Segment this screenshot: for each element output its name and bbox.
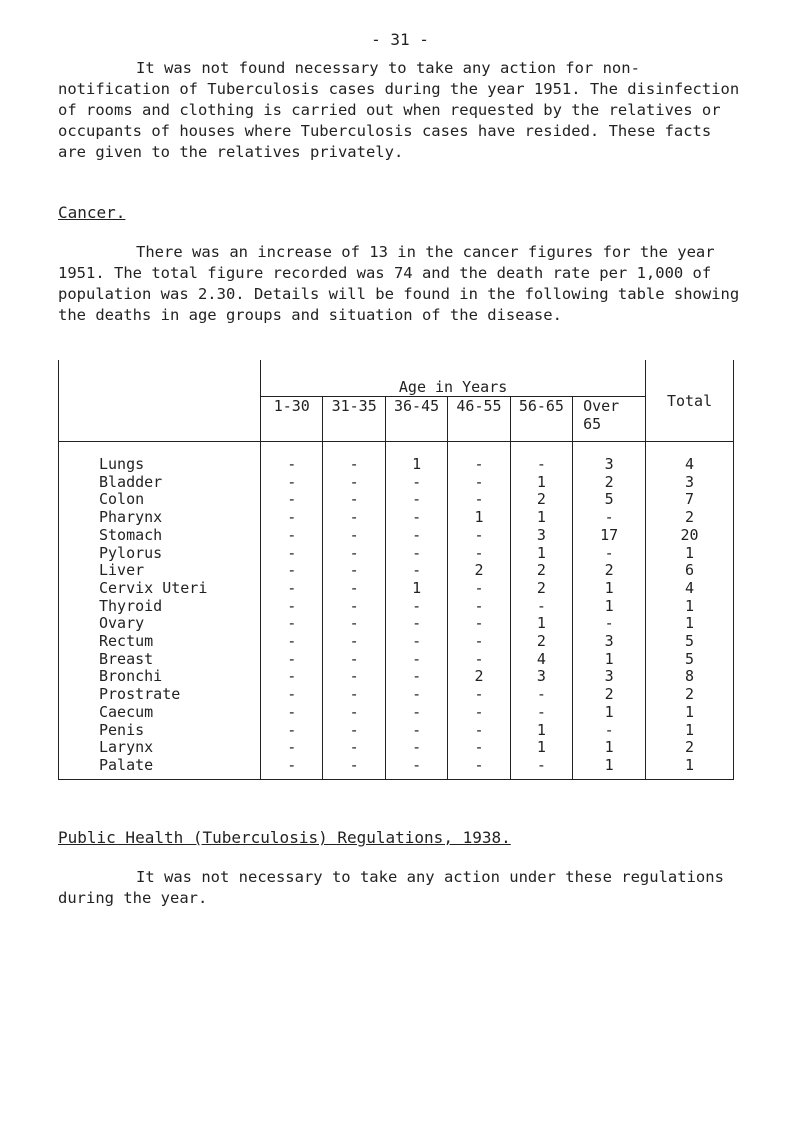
age-value-cell: 3 [510,668,572,686]
page-number: - 31 - [371,30,429,49]
table-row [59,722,734,740]
age-value-cell: - [323,527,385,545]
age-value-cell: - [261,633,323,651]
age-value-cell: - [573,615,646,633]
table-row [59,668,734,686]
table-row [59,491,734,509]
age-value-cell: - [323,704,385,722]
age-value-cell: 1 [510,739,572,757]
age-value-cell: 1 [573,598,646,616]
age-value-cell: - [323,442,385,474]
age-value-cell: - [385,562,447,580]
total-value-cell: 5 [646,651,734,669]
age-value-cell: 1 [573,739,646,757]
age-value-cell: - [510,598,572,616]
age-value-cell: 1 [448,509,510,527]
site-label: Pylorus [59,545,261,563]
age-value-cell: - [510,442,572,474]
age-value-cell: - [323,757,385,779]
age-value-cell: - [323,545,385,563]
age-value-cell: - [385,474,447,492]
age-value-cell: - [261,615,323,633]
total-header: Total [646,360,734,442]
table-row [59,474,734,492]
age-value-cell: - [323,615,385,633]
age-value-cell: - [323,580,385,598]
age-value-cell: - [261,651,323,669]
total-value-cell: 20 [646,527,734,545]
age-value-cell: 1 [385,580,447,598]
age-value-cell: 1 [573,580,646,598]
table-row [59,598,734,616]
age-group-header: 31-35 [323,397,385,442]
total-value-cell: 4 [646,580,734,598]
age-value-cell: - [448,615,510,633]
age-value-cell: 3 [510,527,572,545]
total-value-cell: 1 [646,757,734,779]
table-row [59,509,734,527]
age-value-cell: - [448,527,510,545]
total-value-cell: 1 [646,722,734,740]
table-row [59,739,734,757]
age-value-cell: - [261,527,323,545]
age-value-cell: - [261,757,323,779]
age-value-cell: 2 [448,562,510,580]
age-value-cell: - [385,686,447,704]
age-value-cell: - [261,474,323,492]
age-value-cell: - [385,509,447,527]
age-value-cell: 17 [573,527,646,545]
age-value-cell: - [385,757,447,779]
age-value-cell: - [385,491,447,509]
age-value-cell: - [448,580,510,598]
total-value-cell: 1 [646,598,734,616]
age-value-cell: 2 [573,474,646,492]
age-value-cell: - [261,686,323,704]
table-row [59,651,734,669]
site-label: Breast [59,651,261,669]
age-value-cell: - [261,580,323,598]
age-value-cell: - [323,739,385,757]
age-value-cell: 3 [573,668,646,686]
site-label: Palate [59,757,261,779]
age-value-cell: - [510,686,572,704]
age-value-cell: - [448,491,510,509]
age-value-cell: 3 [573,442,646,474]
total-value-cell: 2 [646,686,734,704]
site-label: Lungs [59,442,261,474]
age-in-years-header: Age in Years [261,360,646,397]
age-value-cell: - [385,598,447,616]
site-label: Prostrate [59,686,261,704]
cancer-deaths-table [58,360,734,780]
age-value-cell: 1 [510,722,572,740]
table-corner-cell [59,360,261,442]
table-row [59,757,734,779]
total-value-cell: 1 [646,545,734,563]
age-value-cell: - [385,527,447,545]
age-value-cell: - [448,474,510,492]
age-value-cell: - [448,633,510,651]
age-value-cell: - [385,651,447,669]
total-value-cell: 2 [646,739,734,757]
age-value-cell: - [323,651,385,669]
age-value-cell: - [448,704,510,722]
site-label: Pharynx [59,509,261,527]
site-label: Colon [59,491,261,509]
table-row [59,580,734,598]
age-value-cell: - [385,739,447,757]
age-value-cell: - [385,704,447,722]
age-value-cell: - [385,722,447,740]
age-value-cell: 2 [510,491,572,509]
age-value-cell: - [261,668,323,686]
table-row [59,442,734,474]
table-row [59,545,734,563]
age-value-cell: 4 [510,651,572,669]
age-value-cell: - [323,633,385,651]
site-label: Penis [59,722,261,740]
age-value-cell: - [323,686,385,704]
table-body [59,442,734,780]
age-value-cell: 2 [573,562,646,580]
age-value-cell: - [261,598,323,616]
site-label: Thyroid [59,598,261,616]
age-value-cell: - [573,722,646,740]
total-value-cell: 6 [646,562,734,580]
age-value-cell: - [261,562,323,580]
age-value-cell: 2 [510,580,572,598]
age-value-cell: - [261,491,323,509]
age-value-cell: - [261,442,323,474]
age-value-cell: 1 [573,757,646,779]
age-value-cell: - [448,739,510,757]
paragraph-regulations: It was not necessary to take any action under these regulations during the year. [58,868,724,907]
total-value-cell: 1 [646,704,734,722]
age-value-cell: - [510,757,572,779]
age-value-cell: 1 [573,651,646,669]
age-value-cell: 1 [510,545,572,563]
age-value-cell: - [385,615,447,633]
site-label: Cervix Uteri [59,580,261,598]
table-row [59,615,734,633]
age-value-cell: - [261,545,323,563]
age-value-cell: 1 [510,509,572,527]
age-value-cell: - [448,545,510,563]
age-value-cell: - [323,668,385,686]
age-value-cell: - [573,545,646,563]
age-value-cell: 2 [510,633,572,651]
paragraph-tuberculosis: It was not found necessary to take any action for non-notification of Tuberculosis cases during the year 1951. The disinfection of rooms and clothing is carried out when requested by the relatives or occupants of houses where Tuberculosis cases have resided. These facts are given to the relatives privately. [58,59,740,161]
site-label: Liver [59,562,261,580]
table-row [59,527,734,545]
site-label: Bladder [59,474,261,492]
age-value-cell: - [261,704,323,722]
site-label: Bronchi [59,668,261,686]
total-value-cell: 3 [646,474,734,492]
total-value-cell: 2 [646,509,734,527]
total-value-cell: 7 [646,491,734,509]
total-value-cell: 5 [646,633,734,651]
age-value-cell: 2 [573,686,646,704]
age-value-cell: 2 [448,668,510,686]
age-value-cell: - [261,509,323,527]
age-group-header: 36-45 [385,397,447,442]
site-label: Stomach [59,527,261,545]
age-value-cell: - [261,739,323,757]
table-row [59,704,734,722]
site-label: Rectum [59,633,261,651]
age-value-cell: - [385,633,447,651]
age-value-cell: 1 [510,474,572,492]
age-value-cell: - [448,442,510,474]
age-value-cell: - [510,704,572,722]
age-value-cell: - [448,598,510,616]
age-value-cell: - [448,722,510,740]
age-value-cell: - [385,668,447,686]
age-value-cell: 1 [573,704,646,722]
heading-regulations: Public Health (Tuberculosis) Regulations, 1938. [58,828,511,847]
age-group-header: 46-55 [448,397,510,442]
age-value-cell: - [573,509,646,527]
age-value-cell: - [448,686,510,704]
total-value-cell: 4 [646,442,734,474]
site-label: Larynx [59,739,261,757]
total-value-cell: 1 [646,615,734,633]
site-label: Caecum [59,704,261,722]
age-value-cell: 2 [510,562,572,580]
age-value-cell: - [323,509,385,527]
age-group-header: 56-65 [510,397,572,442]
age-value-cell: - [448,757,510,779]
table-row [59,633,734,651]
age-value-cell: - [448,651,510,669]
age-value-cell: - [323,562,385,580]
age-value-cell: - [385,545,447,563]
site-label: Ovary [59,615,261,633]
heading-cancer: Cancer. [58,203,126,222]
table-row [59,562,734,580]
age-value-cell: - [261,722,323,740]
total-value-cell: 8 [646,668,734,686]
age-value-cell: 1 [510,615,572,633]
age-value-cell: 3 [573,633,646,651]
age-group-header: Over 65 [573,397,646,442]
age-value-cell: 1 [385,442,447,474]
age-group-header: 1-30 [261,397,323,442]
table-row [59,686,734,704]
paragraph-cancer: There was an increase of 13 in the cancer figures for the year 1951. The total figure recorded was 74 and the death rate per 1,000 of population was 2.30. Details will be found in the following table showing the deaths in age groups and situation of the disease. [58,243,740,324]
age-value-cell: - [323,491,385,509]
age-value-cell: - [323,722,385,740]
age-value-cell: 5 [573,491,646,509]
age-value-cell: - [323,474,385,492]
age-value-cell: - [323,598,385,616]
